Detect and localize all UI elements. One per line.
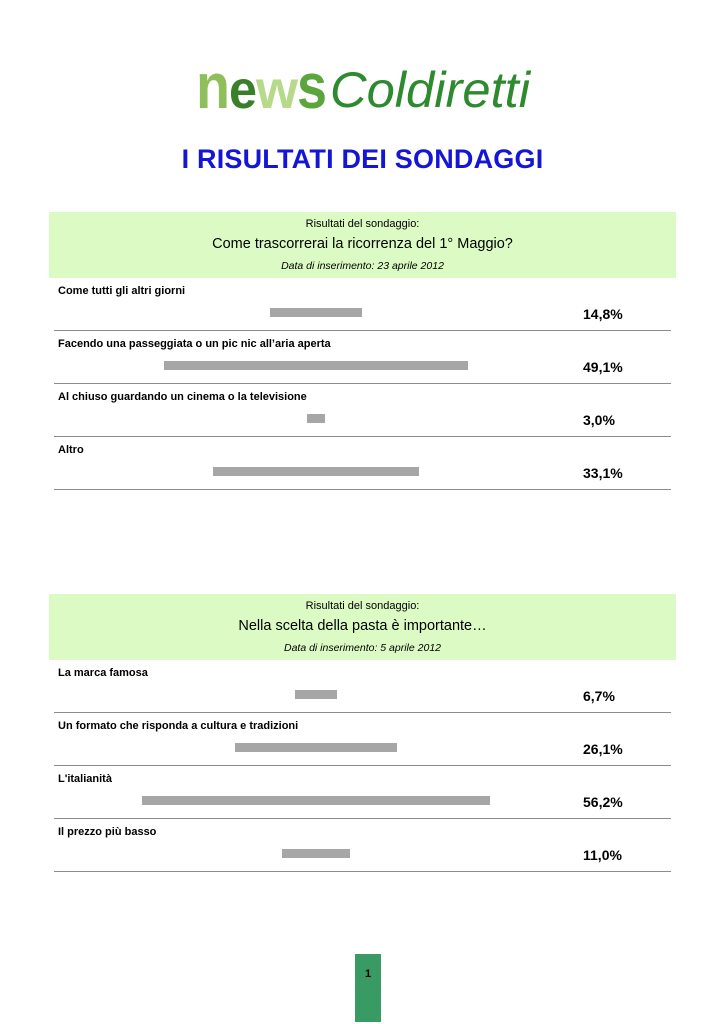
result-bar [282, 849, 350, 858]
survey-pasta [49, 594, 675, 872]
svg-text:w: w [255, 60, 299, 114]
result-bar [164, 361, 468, 370]
svg-text:s: s [297, 52, 327, 114]
result-bar [307, 414, 326, 423]
option-percent: 6,7% [583, 688, 615, 704]
option-label: L'italianità [58, 773, 112, 785]
option-label: Altro [58, 444, 84, 456]
page-title: I RISULTATI DEI SONDAGGI [181, 144, 544, 174]
result-bar [270, 308, 362, 317]
option-label: Come tutti gli altri giorni [58, 285, 186, 297]
survey-date: Data di inserimento: 5 aprile 2012 [283, 642, 441, 654]
svg-text:Coldiretti: Coldiretti [330, 62, 532, 114]
option-percent: 56,2% [583, 794, 623, 810]
page-number: 1 [355, 954, 381, 1022]
survey-date: Data di inserimento: 23 aprile 2012 [281, 260, 444, 272]
survey-question: Nella scelta della pasta è importante… [238, 618, 487, 634]
survey-header-label: Risultati del sondaggio: [305, 600, 420, 612]
survey-header [49, 212, 676, 278]
survey-option [54, 713, 671, 766]
option-label: Facendo una passeggiata o un pic nic all’aria aperta [58, 338, 331, 350]
survey-option [54, 384, 671, 437]
survey-option [54, 437, 671, 490]
survey-option [54, 278, 671, 331]
option-percent: 14,8% [583, 306, 623, 322]
svg-text:n: n [196, 52, 230, 114]
result-bar [142, 796, 490, 805]
option-label: Un formato che risponda a cultura e tradizioni [58, 720, 299, 732]
survey-header-label: Risultati del sondaggio: [305, 218, 420, 230]
option-label: Al chiuso guardando un cinema o la televisione [58, 391, 307, 403]
option-percent: 3,0% [583, 412, 615, 428]
survey-header [49, 594, 676, 660]
option-percent: 33,1% [583, 465, 623, 481]
result-bar [213, 467, 418, 476]
option-percent: 49,1% [583, 359, 623, 375]
survey-maggio [49, 212, 675, 490]
option-percent: 11,0% [583, 847, 622, 863]
survey-option [54, 660, 671, 713]
logo-graphic [196, 52, 536, 114]
survey-option [54, 331, 671, 384]
option-percent: 26,1% [583, 741, 623, 757]
option-label: Il prezzo più basso [58, 826, 157, 838]
result-bar [235, 743, 397, 752]
result-bar [295, 690, 337, 699]
survey-option [54, 819, 671, 872]
option-label: La marca famosa [58, 667, 148, 679]
survey-question: Come trascorrerai la ricorrenza del 1° Maggio? [212, 236, 513, 252]
survey-option [54, 766, 671, 819]
news-coldiretti-logo [196, 52, 536, 114]
svg-text:e: e [229, 60, 257, 114]
